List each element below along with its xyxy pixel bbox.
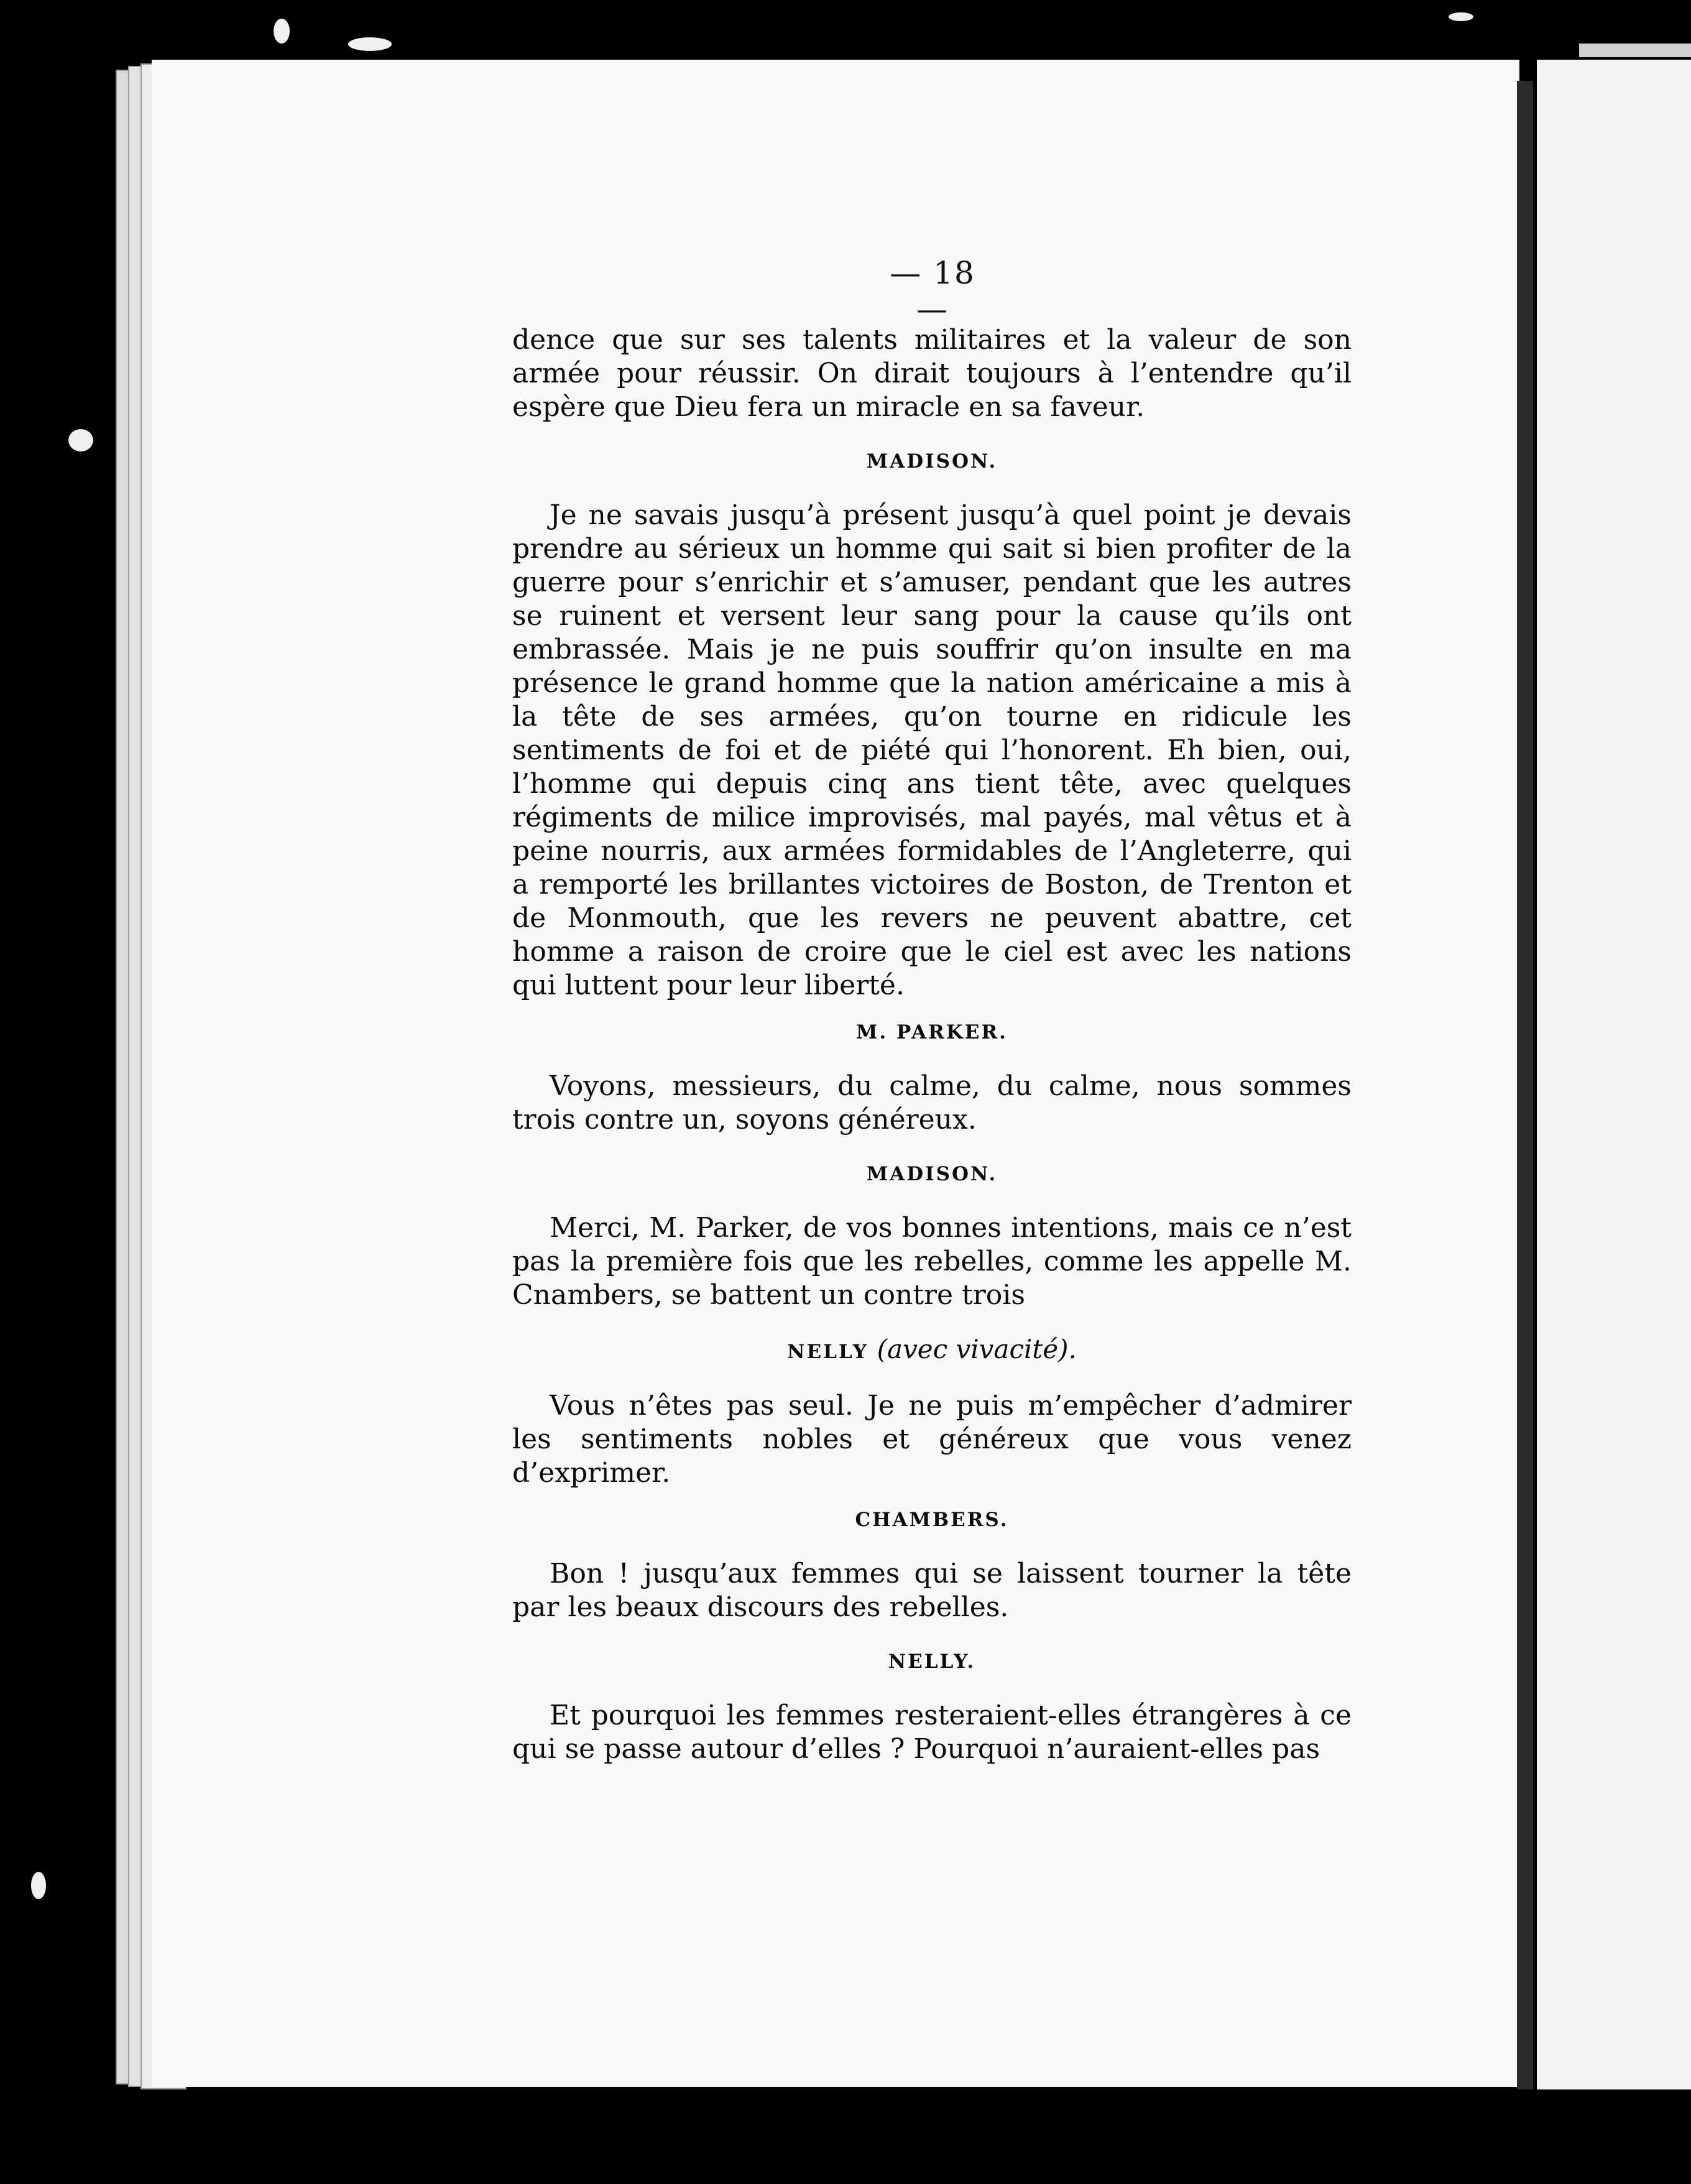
- paragraph: Bon ! jusqu’aux femmes qui se laissent tourner la tête par les beaux discours des rebelles.: [512, 1558, 1352, 1623]
- speaker-name: [512, 1334, 1352, 1364]
- facing-page: [1537, 60, 1691, 2089]
- paragraph: Je ne savais jusqu’à présent jusqu’à quel point je devais prendre au sérieux un homme qui sait si bien profiter de la guerre pour s’enrichir et s’amuser, pendant que les autres se ruinent et versent leur sang pour la cause qu’ils ont embrassée. Mais je ne puis souffrir qu’on insulte en ma présence le grand homme que la nation américaine a mis à la tête de ses armées, qu’on tourne en ridicule les sentiments de foi et de piété qui l’honorent. Eh bien, oui, l’homme qui depuis cinq ans tient tête, avec quelques régiments de milice improvisés, mal payés, mal vêtus et à peine nourris, aux armées formidables de l’Angleterre, qui a remporté les brillantes victoires de Boston, de Trenton et de Monmouth, que les revers ne peuvent abattre, cet homme a raison de croire que le ciel est avec les nations qui luttent pour leur liberté.: [512, 499, 1352, 1001]
- stage-direction: (avec vivacité).: [877, 1334, 1077, 1364]
- scan-speck: [348, 37, 392, 51]
- page-gutter-shadow: [1517, 81, 1533, 2089]
- paragraph: Merci, M. Parker, de vos bonnes intentions, mais ce n’est pas la première fois que les rebelles, comme les appelle M. Cnambers, se battent un contre trois: [512, 1212, 1352, 1311]
- facing-page-edge: [1579, 44, 1691, 57]
- page-number: — 18 —: [890, 255, 975, 327]
- paragraph: Voyons, messieurs, du calme, du calme, nous sommes trois contre un, soyons généreux.: [512, 1070, 1352, 1136]
- speaker-name: M. PARKER.: [856, 1021, 1008, 1043]
- speaker-name: MADISON.: [866, 1163, 998, 1185]
- speaker-name: CHAMBERS.: [855, 1509, 1009, 1531]
- page-text: [512, 323, 1352, 1766]
- paragraph: dence que sur ses talents militaires et la valeur de son armée pour réussir. On dirait toujours à l’entendre qu’il espère que Dieu fera un miracle en sa faveur.: [512, 324, 1352, 423]
- scan-speck: [31, 1872, 46, 1899]
- scan-speck: [274, 19, 290, 44]
- speaker-name: MADISON.: [866, 450, 998, 473]
- scan-speck: [68, 429, 93, 451]
- speaker-name-text: NELLY: [787, 1341, 869, 1363]
- scan-speck: [1449, 12, 1473, 21]
- speaker-name: NELLY.: [888, 1650, 976, 1673]
- paragraph: Vous n’êtes pas seul. Je ne puis m’empêcher d’admirer les sentiments nobles et généreux que vous venez d’exprimer.: [512, 1390, 1352, 1489]
- paragraph: Et pourquoi les femmes resteraient-elles étrangères à ce qui se passe autour d’elles ? Pourquoi n’auraient-elles pas: [512, 1700, 1352, 1765]
